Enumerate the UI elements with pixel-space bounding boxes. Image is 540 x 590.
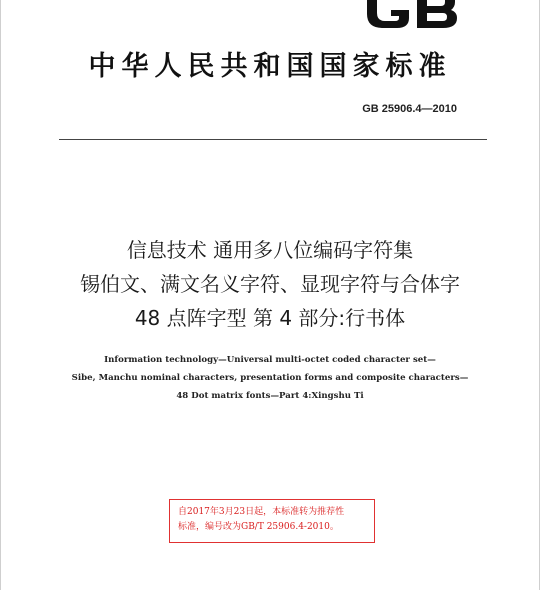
chinese-title-line-1: 信息技术 通用多八位编码字符集 — [126, 238, 414, 262]
chinese-title — [1, 233, 539, 335]
english-title — [1, 351, 539, 405]
gb-logo — [361, 0, 461, 32]
english-title-line-1: Information technology—Universal multi-octet coded character set— — [104, 355, 436, 365]
chinese-title-line-3: 48 点阵字型 第 4 部分:行书体 — [134, 306, 406, 330]
status-change-notice — [169, 499, 375, 543]
english-title-line-2: Sibe, Manchu nominal characters, presentation forms and composite characters— — [71, 373, 469, 383]
notice-line-1: 自2017年3月23日起，本标准转为推荐性 — [178, 507, 345, 517]
standard-code: GB 25906.4—2010 — [362, 103, 457, 115]
chinese-title-line-2: 锡伯文、满文名义字符、显现字符与合体字 — [80, 272, 460, 296]
notice-line-2: 标准，编号改为GB/T 25906.4-2010。 — [178, 522, 339, 532]
national-standard-title: 中华人民共和国国家标准 — [88, 51, 452, 82]
header-divider — [59, 139, 487, 140]
english-title-line-3: 48 Dot matrix fonts—Part 4:Xingshu Ti — [176, 391, 364, 401]
